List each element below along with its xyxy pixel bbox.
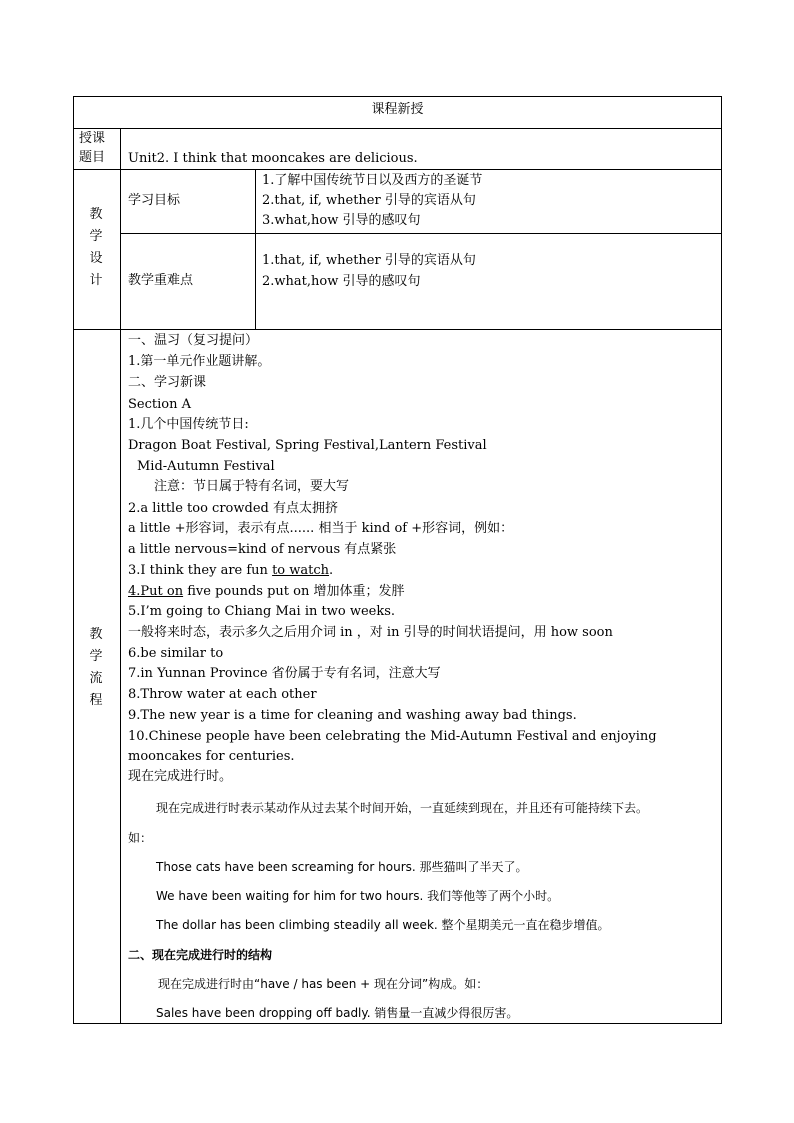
key-point-item: 1.that, if, whether 引导的宾语从句	[262, 253, 476, 268]
process-line: 9.The new year is a time for cleaning and washing away bad things.	[128, 708, 577, 723]
puton-text-a: 4.Put on	[128, 584, 184, 599]
process-line: 1.几个中国传统节日:	[128, 417, 249, 432]
border-col2	[255, 169, 256, 330]
process-line: a little nervous=kind of nervous 有点紧张	[128, 542, 397, 557]
border-top	[73, 96, 722, 97]
process-line: Section A	[128, 397, 191, 412]
border-row1	[73, 128, 722, 129]
watch-text-c: .	[329, 563, 334, 578]
key-point-item: 2.what,how 引导的感叹句	[262, 274, 421, 289]
definition-line: 现在完成进行时表示某动作从过去某个时间开始，一直延续到现在，并且还有可能持续下去。	[156, 801, 649, 815]
border-row3-inner	[120, 233, 722, 234]
example-sentence: Those cats have been screaming for hours. 那些猫叫了半天了。	[156, 860, 528, 874]
key-points-label: 教学重难点	[128, 273, 194, 288]
example-sentence: Sales have been dropping off badly. 销售量一直减少得很厉害。	[156, 1006, 519, 1020]
goal-item: 1.了解中国传统节日以及西方的圣诞节	[262, 173, 483, 188]
example-label: 如：	[128, 831, 153, 845]
process-label: 教学流程	[89, 627, 103, 708]
process-line: 二、学习新课	[128, 375, 207, 390]
topic-label-line1: 授课	[79, 131, 106, 146]
topic-value: Unit2. I think that mooncakes are delicious.	[128, 151, 418, 166]
process-line: mooncakes for centuries.	[128, 749, 295, 764]
watch-text-a: 3.I think they are fun	[128, 563, 273, 578]
process-line-puton	[128, 584, 404, 600]
process-line: Mid-Autumn Festival	[137, 459, 275, 474]
process-line: 现在完成进行时。	[128, 769, 233, 784]
table-title: 课程新授	[371, 102, 424, 117]
process-line: 一般将来时态，表示多久之后用介词 in ，对 in 引导的时间状语提问，用 how soon	[128, 625, 613, 640]
process-line: Dragon Boat Festival, Spring Festival,Lantern Festival	[128, 438, 487, 453]
process-line: 2.a little too crowded 有点太拥挤	[128, 501, 338, 516]
watch-text-b: to watch	[272, 563, 330, 578]
border-row4	[73, 329, 722, 330]
process-line: 6.be similar to	[128, 646, 224, 661]
border-bottom	[73, 1023, 722, 1024]
border-right	[721, 96, 722, 1024]
border-left	[73, 96, 74, 1024]
process-line: 7.in Yunnan Province 省份属于专有名词，注意大写	[128, 666, 441, 681]
process-line: 10.Chinese people have been celebrating the Mid-Autumn Festival and enjoying	[128, 729, 657, 744]
process-line: 5.I’m going to Chiang Mai in two weeks.	[128, 604, 396, 619]
process-line: 一、温习（复习提问）	[128, 333, 259, 348]
process-line-watch	[128, 563, 333, 579]
process-line: 1.第一单元作业题讲解。	[128, 354, 271, 369]
structure-line: 现在完成进行时由“have / has been + 现在分词”构成。如：	[158, 977, 489, 991]
process-line: a little +形容词，表示有点...... 相当于 kind of +形容词，例如：	[128, 521, 514, 536]
structure-heading: 二、现在完成进行时的结构	[128, 948, 273, 962]
border-col1	[120, 128, 121, 1024]
puton-text-b: five pounds put on 增加体重；发胖	[183, 584, 405, 599]
goals-label: 学习目标	[128, 193, 181, 208]
process-line: 注意：节日属于特有名词，要大写	[154, 479, 350, 494]
topic-label-line2: 题目	[79, 150, 106, 165]
example-sentence: The dollar has been climbing steadily all week. 整个星期美元一直在稳步增值。	[156, 918, 610, 932]
example-sentence: We have been waiting for him for two hours. 我们等他等了两个小时。	[156, 889, 560, 903]
goal-item: 3.what,how 引导的感叹句	[262, 213, 421, 228]
process-line: 8.Throw water at each other	[128, 687, 317, 702]
border-row2	[73, 169, 722, 170]
design-label: 教学设计	[89, 207, 103, 288]
goal-item: 2.that, if, whether 引导的宾语从句	[262, 193, 476, 208]
